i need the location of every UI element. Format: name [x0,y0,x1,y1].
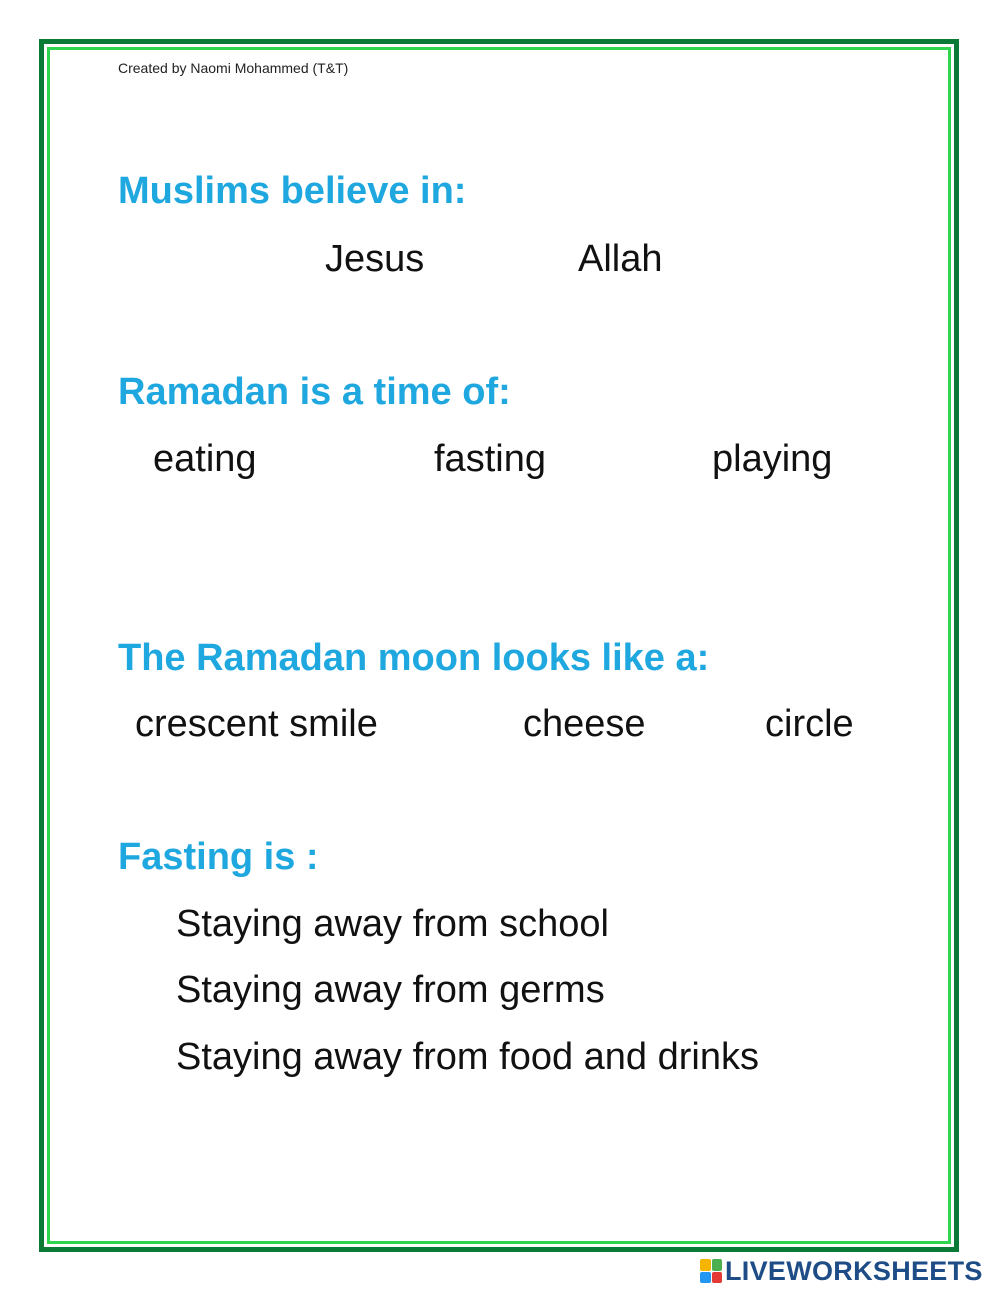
question-3-option-crescent-smile[interactable]: crescent smile [135,703,378,745]
question-3-option-cheese[interactable]: cheese [523,703,646,745]
question-2-option-playing[interactable]: playing [712,438,833,480]
question-2-option-eating[interactable]: eating [153,438,257,480]
question-4-option-school[interactable]: Staying away from school [176,903,609,945]
question-2-heading: Ramadan is a time of: [118,371,511,413]
liveworksheets-logo-icon [700,1259,722,1283]
question-4-option-germs[interactable]: Staying away from germs [176,969,605,1011]
question-4-option-food-and-drinks[interactable]: Staying away from food and drinks [176,1036,759,1078]
liveworksheets-watermark [700,1256,983,1286]
question-3-option-circle[interactable]: circle [765,703,854,745]
question-1-option-jesus[interactable]: Jesus [325,238,425,280]
watermark-text: LIVEWORKSHEETS [725,1255,983,1286]
question-2-option-fasting[interactable]: fasting [434,438,546,480]
question-1-option-allah[interactable]: Allah [578,238,663,280]
author-credit: Created by Naomi Mohammed (T&T) [118,60,349,76]
question-3-heading: The Ramadan moon looks like a: [118,637,710,679]
question-4-heading: Fasting is : [118,836,319,878]
question-1-heading: Muslims believe in: [118,170,467,212]
